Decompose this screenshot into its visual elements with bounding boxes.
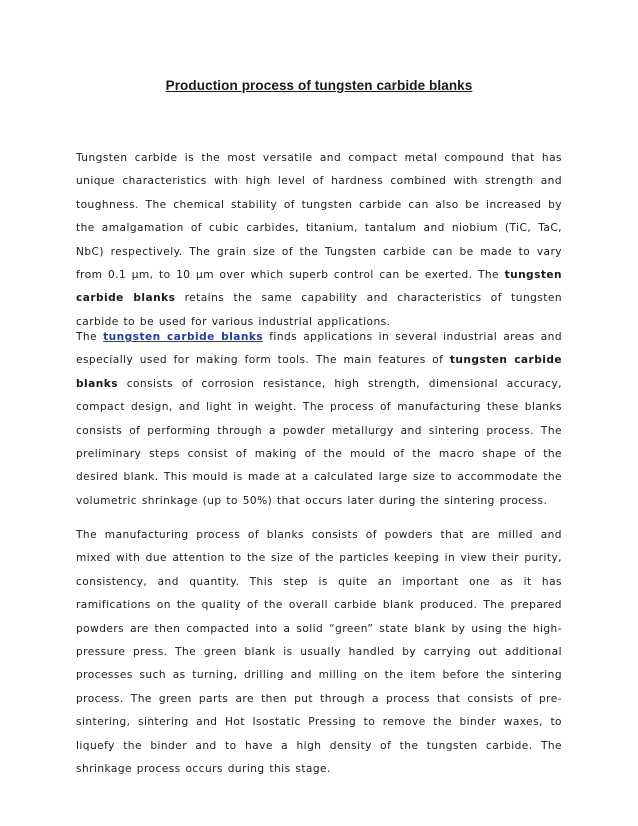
paragraph-text: finds applications in several industrial areas and especially used for making form tools. The main features of: [76, 331, 563, 367]
paragraph-text: The: [76, 331, 104, 343]
bold-term: tungsten carbide blanks: [76, 269, 562, 305]
paragraph-text: Tungsten carbide is the most versatile and compact metal compound that has unique characteristics with high level of hardness combined with strength and toughness. The chemical stability of tungsten carbide can also be increased by the amalgamation of cubic carbides, titanium, tantalum and niobium (TiC, TaC, NbC) respectively. The grain size of the Tungsten carbide can be made to vary from 0.1 µm, to 10 µm over which superb control can be exerted. The: [76, 152, 562, 282]
bold-term: tungsten carbide blanks: [76, 354, 562, 390]
paragraph-text: consists of corrosion resistance, high strength, dimensional accuracy, compact design, and light in weight. The process of manufacturing these blanks consists of performing through a powder metallurgy and sintering process. The preliminary steps consist of making of the mould of the macro shape of the desired blank. This mould is made at a calculated large size to accommodate the volumetric shrinkage (up to 50%) that occurs later during the sintering process.: [76, 377, 562, 507]
paragraph-applications: [76, 326, 562, 513]
paragraph-text: The manufacturing process of blanks consists of powders that are milled and mixed with due attention to the size of the particles keeping in view their purity, consistency, and quantity. This step is quite an important one as it has ramifications on the quality of the overall carbide blank produced. The prepared powders are then compacted into a solid “green” state blank by using the high-pressure press. The green blank is usually handled by carrying out additional processes such as turning, drilling and milling on the item before the sintering process. The green parts are then put through a process that consists of pre-sintering, sintering and Hot Isostatic Pressing to remove the binder waxes, to liquefy the binder and to have a high density of the tungsten carbide. The shrinkage process occurs during this stage.: [76, 529, 562, 776]
tungsten-carbide-blanks-link[interactable]: tungsten carbide blanks: [103, 331, 264, 343]
paragraph-text: retains the same capability and characteristics of tungsten carbide to be used for various industrial applications.: [76, 292, 562, 328]
page-title: Production process of tungsten carbide blanks: [165, 78, 473, 93]
paragraph-intro: [76, 147, 562, 334]
paragraph-manufacturing: [76, 524, 562, 781]
